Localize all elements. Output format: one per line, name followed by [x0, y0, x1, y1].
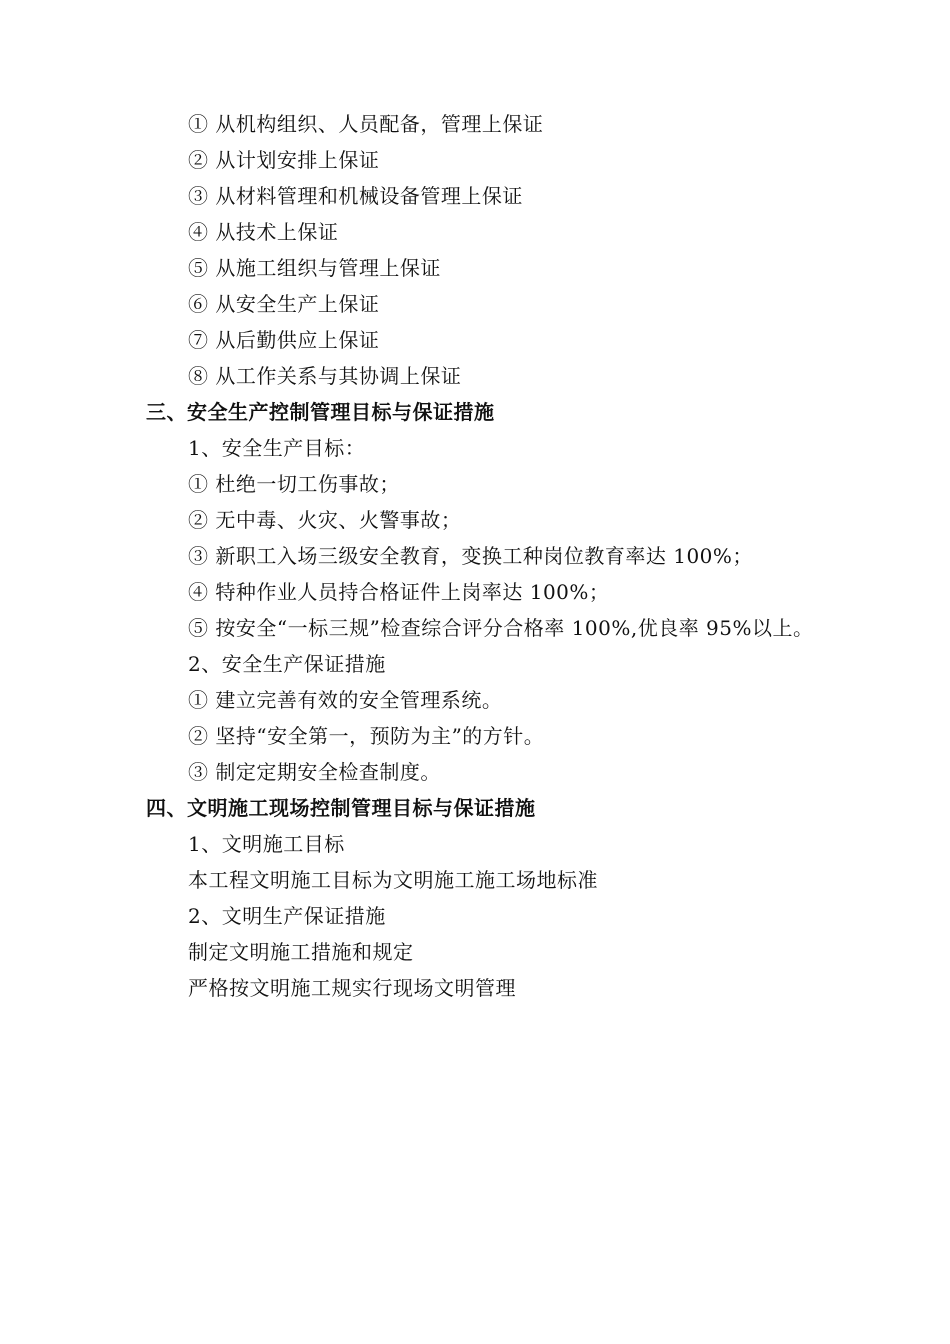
section-heading-civilized-construction: 四、文明施工现场控制管理目标与保证措施: [146, 796, 536, 820]
list-item: ③ 新职工入场三级安全教育，变换工种岗位教育率达 100%；: [188, 544, 753, 568]
list-item: ② 无中毒、火灾、火警事故；: [188, 508, 462, 532]
list-item: ⑤ 从施工组织与管理上保证: [188, 256, 441, 280]
list-item: ① 建立完善有效的安全管理系统。: [188, 688, 503, 712]
list-item: ④ 特种作业人员持合格证件上岗率达 100%；: [188, 580, 610, 604]
list-item: ⑦ 从后勤供应上保证: [188, 328, 380, 352]
list-item: ① 杜绝一切工伤事故；: [188, 472, 400, 496]
paragraph: 制定文明施工措施和规定: [188, 940, 414, 964]
paragraph: 本工程文明施工目标为文明施工施工场地标准: [188, 868, 598, 892]
subsection-title: 1、安全生产目标：: [188, 436, 366, 460]
subsection-title: 2、安全生产保证措施: [188, 652, 386, 676]
list-item: ⑧ 从工作关系与其协调上保证: [188, 364, 462, 388]
document-body: [146, 106, 816, 1006]
list-item: ⑥ 从安全生产上保证: [188, 292, 380, 316]
paragraph: 严格按文明施工规实行现场文明管理: [188, 976, 516, 1000]
list-item: ② 坚持“安全第一，预防为主”的方针。: [188, 724, 545, 748]
list-item: ④ 从技术上保证: [188, 220, 339, 244]
list-item: ③ 从材料管理和机械设备管理上保证: [188, 184, 523, 208]
subsection-title: 1、文明施工目标: [188, 832, 345, 856]
section-heading-safety: 三、安全生产控制管理目标与保证措施: [146, 400, 495, 424]
list-item: ③ 制定定期安全检查制度。: [188, 760, 441, 784]
list-item: ② 从计划安排上保证: [188, 148, 380, 172]
list-item-wrapped: ⑤ 按安全“一标三规”检查综合评分合格率 100%,优良率 95%以上。: [188, 616, 814, 640]
list-item: ① 从机构组织、人员配备，管理上保证: [188, 112, 544, 136]
subsection-title: 2、文明生产保证措施: [188, 904, 386, 928]
